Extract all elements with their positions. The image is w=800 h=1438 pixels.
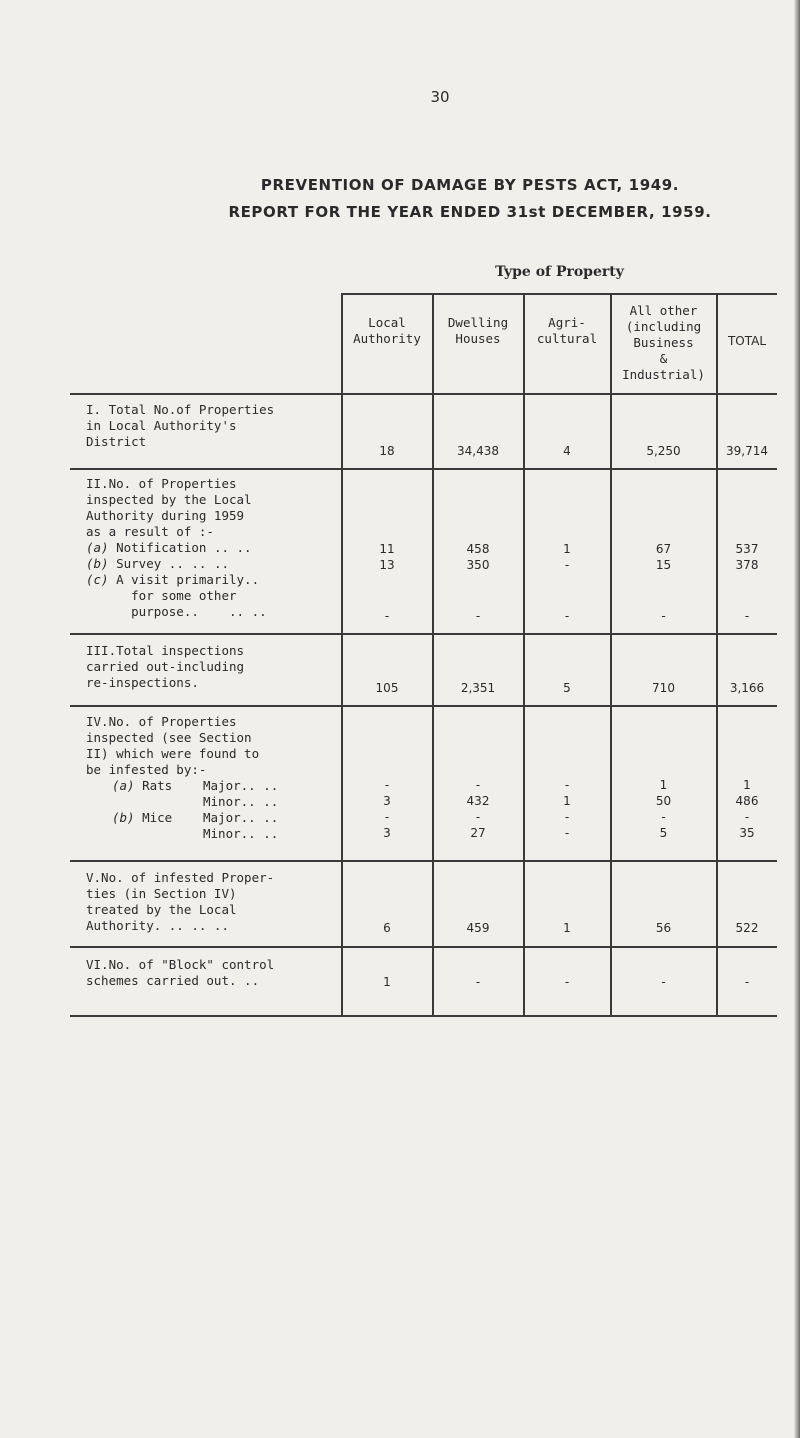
cell-agri: 1: [563, 542, 571, 556]
column-rule: [341, 293, 343, 1016]
column-rule: [716, 293, 718, 1016]
cell-other: -: [661, 609, 666, 623]
column-header-local-authority: Local Authority: [353, 315, 421, 346]
cell-other: 56: [655, 921, 672, 935]
cell-other: 5: [659, 826, 668, 840]
cell-total: 1: [743, 778, 751, 792]
cell-total: -: [744, 810, 750, 824]
cell-dwelling: -: [475, 810, 481, 824]
rats-major-label: Major.. ..: [203, 778, 279, 793]
cell-total: 39,714: [726, 444, 768, 458]
cell-local: 1: [383, 975, 391, 989]
cell-agri: -: [564, 810, 570, 824]
mice-minor-label: Minor.. ..: [203, 826, 279, 841]
cell-local: 18: [379, 444, 395, 458]
cell-dwelling: -: [475, 778, 481, 792]
cell-other: 15: [655, 558, 672, 572]
row-divider: [70, 860, 777, 862]
type-of-property-heading: Type of Property: [495, 264, 624, 280]
cell-dwelling: 458: [466, 542, 490, 556]
cell-agri: -: [564, 609, 570, 623]
row-divider: [70, 633, 777, 635]
cell-other: 5,250: [646, 444, 681, 458]
table-bottom-rule: [70, 1015, 777, 1017]
mice-label: (b) Mice: [112, 810, 173, 825]
cell-local: 3: [383, 826, 391, 840]
cell-dwelling: 34,438: [457, 444, 499, 458]
row-label-block-control: VI.No. of "Block" control schemes carried out. ..: [86, 957, 275, 988]
row-divider: [70, 468, 777, 470]
cell-local: -: [384, 778, 390, 792]
mice-major-label: Major.. ..: [203, 810, 279, 825]
cell-dwelling: 432: [466, 794, 490, 808]
cell-local: 105: [375, 681, 399, 695]
report-title: PREVENTION OF DAMAGE BY PESTS ACT, 1949.: [260, 176, 680, 194]
cell-other: -: [661, 975, 666, 989]
cell-agri: -: [564, 558, 570, 572]
cell-local: -: [384, 609, 390, 623]
cell-dwelling: 27: [470, 826, 486, 840]
cell-dwelling: 350: [466, 558, 490, 572]
cell-total: 378: [735, 558, 759, 572]
cell-agri: 4: [563, 444, 571, 458]
cell-agri: 1: [563, 921, 571, 935]
column-rule: [523, 293, 525, 1016]
cell-dwelling: 2,351: [460, 681, 496, 695]
cell-local: 11: [379, 542, 395, 556]
table-top-rule: [342, 293, 777, 295]
cell-other: 67: [655, 542, 672, 556]
cell-local: 6: [383, 921, 391, 935]
row-label-properties-infested: IV.No. of Properties inspected (see Section II) which were found to be infested by:-: [86, 714, 260, 777]
row-label-infested-treated: V.No. of infested Proper- ties (in Section IV) treated by the Local Authority. .. .. ..: [86, 870, 275, 933]
cell-agri: 5: [563, 681, 571, 695]
report-subtitle: REPORT FOR THE YEAR ENDED 31st DECEMBER, 1959.: [228, 203, 712, 221]
column-header-all-other: All other (including Business & Industrial): [622, 303, 705, 382]
cell-agri: -: [564, 778, 570, 792]
rats-minor-label: Minor.. ..: [203, 794, 279, 809]
cell-other: 50: [655, 794, 672, 808]
cell-agri: -: [564, 826, 570, 840]
cell-agri: 1: [563, 794, 571, 808]
cell-total: 3,166: [729, 681, 765, 695]
cell-local: 13: [379, 558, 395, 572]
cell-other: 710: [652, 681, 675, 695]
row-label-total-properties: I. Total No.of Properties in Local Authority's District: [86, 402, 275, 449]
cell-local: -: [384, 810, 390, 824]
cell-other: -: [661, 810, 666, 824]
cell-total: 522: [735, 921, 759, 935]
cell-total: -: [744, 975, 750, 989]
row-label-properties-inspected: II.No. of Properties inspected by the Local Authority during 1959 as a result of :- (a) Notification .. .. (b) Survey .. .. .. (c) A visit primarily.. for some other purpose.. .. ..: [86, 476, 267, 619]
cell-local: 3: [383, 794, 391, 808]
column-rule: [432, 293, 434, 1016]
cell-total: -: [744, 609, 750, 623]
column-header-dwelling-houses: Dwelling Houses: [447, 315, 509, 346]
column-rule: [610, 293, 612, 1016]
cell-total: 486: [735, 794, 759, 808]
column-header-total: TOTAL: [727, 334, 767, 348]
cell-dwelling: 459: [466, 921, 490, 935]
page-number: 30: [430, 88, 450, 106]
row-divider: [70, 705, 777, 707]
column-header-agricultural: Agri- cultural: [536, 315, 598, 346]
cell-agri: -: [564, 975, 570, 989]
header-bottom-rule: [70, 393, 777, 395]
row-divider: [70, 946, 777, 948]
cell-total: 537: [735, 542, 759, 556]
cell-dwelling: -: [475, 609, 481, 623]
cell-total: 35: [739, 826, 755, 840]
cell-other: 1: [659, 778, 668, 792]
cell-dwelling: -: [475, 975, 481, 989]
row-label-total-inspections: III.Total inspections carried out-including re-inspections.: [86, 643, 245, 690]
rats-label: (a) Rats: [112, 778, 173, 793]
